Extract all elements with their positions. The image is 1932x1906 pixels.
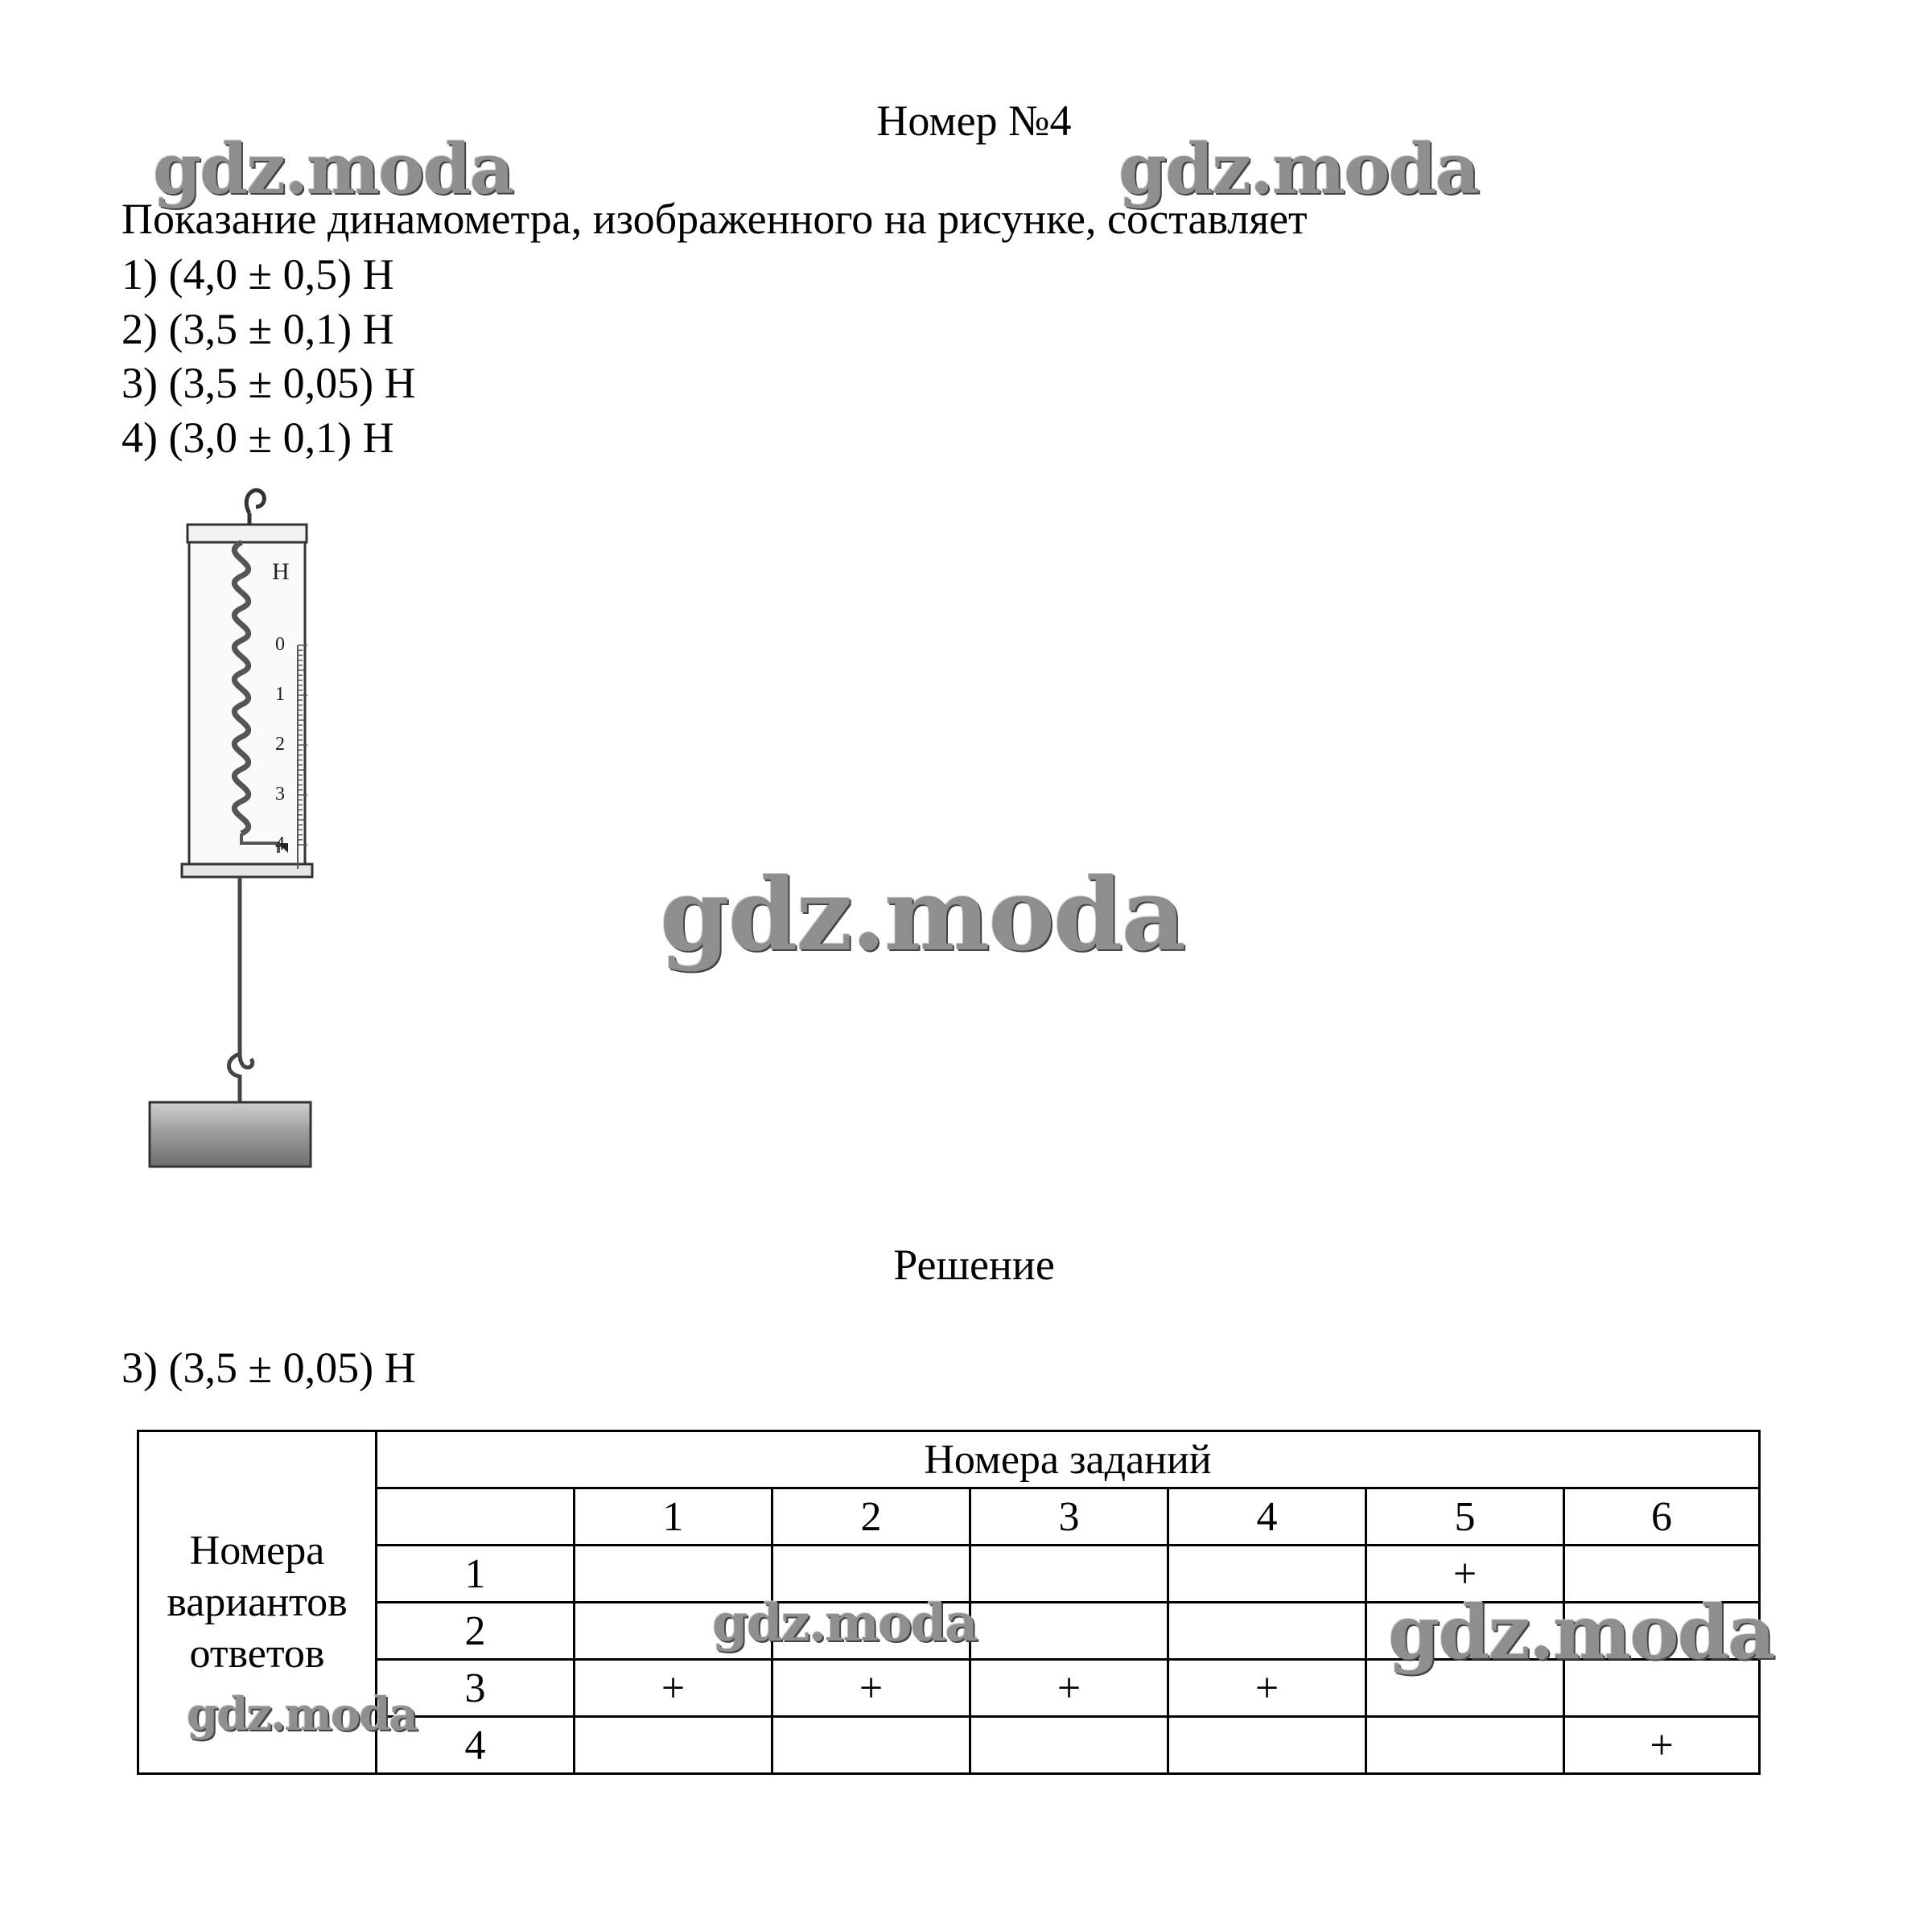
option-4: 4) (3,0 ± 0,1) Н — [122, 413, 394, 462]
variant-number: 1 — [377, 1546, 575, 1603]
mark-cell — [1168, 1717, 1366, 1774]
mark-cell: + — [772, 1660, 970, 1717]
scale-label-1: 1 — [275, 684, 285, 705]
mark-cell: + — [970, 1660, 1168, 1717]
mark-cell — [1168, 1603, 1366, 1660]
mark-cell: + — [575, 1660, 772, 1717]
watermark: gdz.moda — [153, 129, 513, 210]
mark-cell: + — [1168, 1660, 1366, 1717]
option-3: 3) (3,5 ± 0,05) Н — [122, 359, 416, 407]
mark-cell — [1168, 1546, 1366, 1603]
dynamometer-figure — [121, 475, 354, 1191]
top-hook-icon — [246, 490, 264, 513]
scale-label-2: 2 — [275, 734, 285, 755]
task-number: 6 — [1564, 1488, 1760, 1546]
mark-cell — [970, 1546, 1168, 1603]
solution-answer: 3) (3,5 ± 0,05) Н — [122, 1344, 416, 1392]
task-number: 5 — [1366, 1488, 1564, 1546]
solution-heading: Решение — [893, 1241, 1055, 1289]
lower-hook-icon — [229, 1054, 253, 1102]
mark-cell — [772, 1717, 970, 1774]
watermark: gdz.moda — [187, 1688, 417, 1741]
mark-cell — [970, 1717, 1168, 1774]
watermark: gdz.moda — [660, 857, 1184, 974]
mark-cell: + — [1366, 1546, 1564, 1603]
unit-label: Н — [272, 558, 290, 585]
tasks-header: Номера заданий — [377, 1431, 1760, 1488]
mark-cell — [1366, 1717, 1564, 1774]
weight — [150, 1102, 311, 1167]
variants-header: Номера вариантов ответов — [138, 1431, 377, 1774]
task-number: 4 — [1168, 1488, 1366, 1546]
dynamometer-casing — [187, 525, 307, 542]
option-2: 2) (3,5 ± 0,1) Н — [122, 304, 394, 353]
scale-label-4: 4 — [275, 834, 285, 854]
scale-label-3: 3 — [275, 784, 285, 805]
answer-options — [122, 248, 416, 465]
task-number: 3 — [970, 1488, 1168, 1546]
watermark: gdz.moda — [1388, 1589, 1774, 1676]
page-title: Номер №4 — [876, 97, 1072, 145]
variant-number: 3 — [377, 1660, 575, 1717]
mark-cell — [970, 1603, 1168, 1660]
watermark: gdz.moda — [1118, 129, 1479, 210]
scale-label-0: 0 — [275, 634, 285, 655]
task-number: 2 — [772, 1488, 970, 1546]
mark-cell: + — [1564, 1717, 1760, 1774]
mark-cell — [575, 1717, 772, 1774]
question-text: Показание динамометра, изображенного на рисунке, составляет — [122, 195, 1308, 243]
corner-cell — [377, 1488, 575, 1546]
variant-number: 4 — [377, 1717, 575, 1774]
task-number: 1 — [575, 1488, 772, 1546]
option-1: 1) (4,0 ± 0,5) Н — [122, 250, 394, 298]
watermark: gdz.moda — [712, 1593, 977, 1653]
variant-number: 2 — [377, 1603, 575, 1660]
